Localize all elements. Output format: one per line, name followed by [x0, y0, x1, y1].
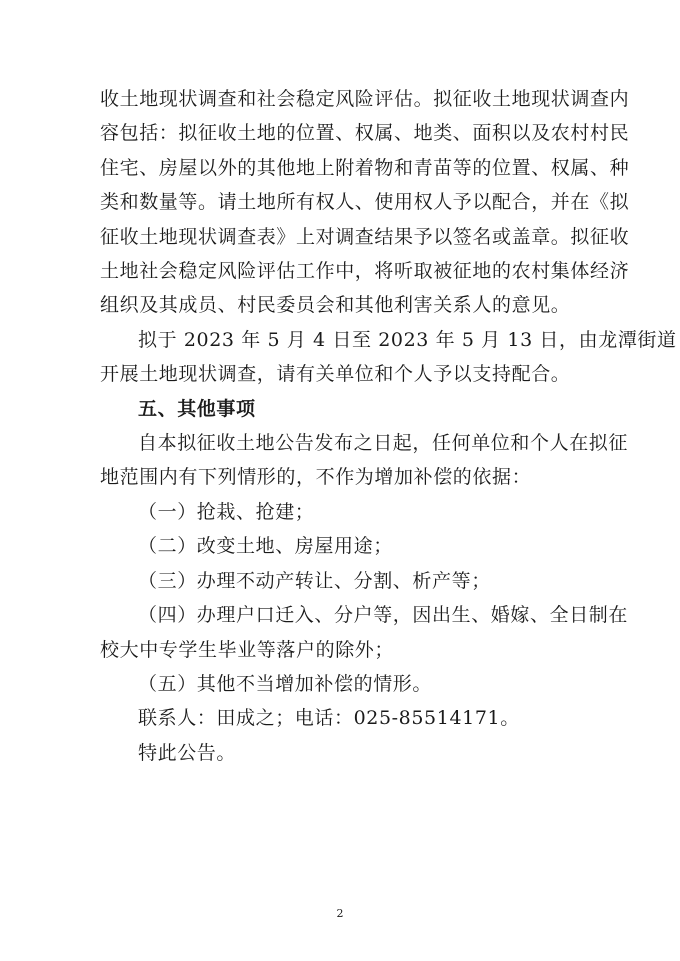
- paragraph-survey-schedule: [100, 323, 677, 392]
- list-item-text: （五）其他不当增加补偿的情形。: [138, 672, 433, 695]
- list-item-text: 校大中专学生毕业等落户的除外；: [100, 638, 395, 661]
- paragraph-survey-content: [100, 82, 630, 323]
- contact-text: 联系人：田成之；电话：025-85514171。: [138, 707, 520, 730]
- list-item-text: （三）办理不动产转让、分割、析产等；: [138, 569, 491, 592]
- list-item: [100, 598, 629, 667]
- list-item-text: （二）改变土地、房屋用途；: [138, 535, 393, 558]
- closing-line: [100, 736, 584, 770]
- text-line: 拟于 2023 年 5 月 4 日至 2023 年 5 月 13 日，由龙潭街道: [138, 328, 677, 351]
- text-line: 地范围内有下列情形的，不作为增加补偿的依据：: [100, 466, 532, 489]
- list-item: [100, 495, 584, 529]
- list-item: [100, 564, 584, 598]
- text-line: 自本拟征收土地公告发布之日起，任何单位和个人在拟征: [138, 432, 629, 455]
- text-line: 住宅、房屋以外的其他地上附着物和青苗等的位置、权属、种: [100, 156, 630, 179]
- paragraph-other-matters: [100, 426, 629, 495]
- page-number: 2: [336, 907, 344, 920]
- section-heading: 五、其他事项: [138, 397, 256, 420]
- closing-text: 特此公告。: [138, 741, 237, 764]
- list-item-text: （一）抢栽、抢建；: [138, 500, 315, 523]
- document-body: [100, 82, 677, 770]
- list-item: [100, 667, 584, 701]
- text-line: 类和数量等。请土地所有权人、使用权人予以配合，并在《拟: [100, 191, 630, 214]
- text-line: 开展土地现状调查，请有关单位和个人予以支持配合。: [100, 363, 571, 386]
- text-line: 组织及其成员、村民委员会和其他利害关系人的意见。: [100, 294, 571, 317]
- text-line: 土地社会稳定风险评估工作中，将听取被征地的农村集体经济: [100, 260, 630, 283]
- list-item: [100, 529, 584, 563]
- text-line: 容包括：拟征收土地的位置、权属、地类、面积以及农村村民: [100, 122, 630, 145]
- list-item-text: （四）办理户口迁入、分户等，因出生、婚嫁、全日制在: [138, 604, 629, 627]
- contact-line: [100, 701, 584, 735]
- text-line: 征收土地现状调查表》上对调查结果予以签名或盖章。拟征收: [100, 225, 630, 248]
- text-line: 收土地现状调查和社会稳定风险评估。拟征收土地现状调查内: [100, 88, 630, 110]
